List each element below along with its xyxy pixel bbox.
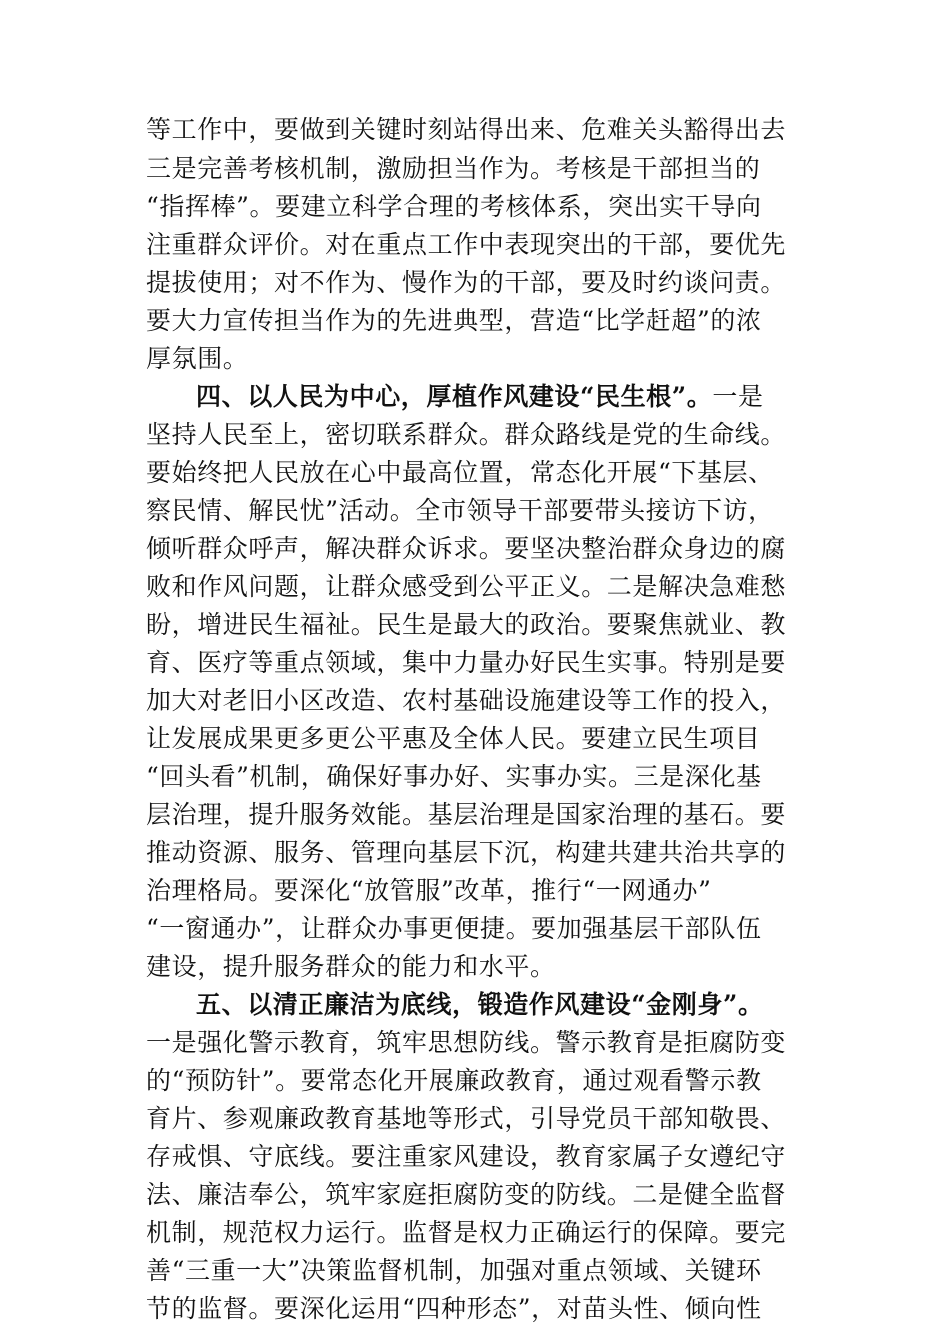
section-5-line: 育片、参观廉政教育基地等形式，引导党员干部知敬畏、: [146, 1104, 787, 1133]
section-4-line: 败和作风问题，让群众感受到公平正义。二是解决急难愁: [146, 572, 787, 601]
section-4-heading-line: [146, 378, 806, 416]
section-5-heading: 五、以清正廉洁为底线，锻造作风建设“金刚身”。: [196, 990, 764, 1019]
section-5-line: 机制，规范权力运行。监督是权力正确运行的保障。要完: [146, 1218, 787, 1247]
section-4-line: 建设，提升服务群众的能力和水平。: [146, 952, 556, 981]
body-line: 注重群众评价。对在重点工作中表现突出的干部，要优先: [146, 230, 787, 259]
section-4-line: 盼，增进民生福祉。民生是最大的政治。要聚焦就业、教: [146, 610, 787, 639]
section-5-line: 存戒惧、守底线。要注重家风建设，教育家属子女遵纪守: [146, 1142, 787, 1171]
body-line: 厚氛围。: [146, 344, 249, 373]
section-4-line: 察民情、解民忧”活动。全市领导干部要带头接访下访，: [146, 496, 774, 525]
section-4-line: 层治理，提升服务效能。基层治理是国家治理的基石。要: [146, 800, 787, 829]
body-line: 三是完善考核机制，激励担当作为。考核是干部担当的: [146, 154, 761, 183]
section-4-heading-tail: 一是: [712, 382, 764, 411]
section-4-line: 坚持人民至上，密切联系群众。群众路线是党的生命线。: [146, 420, 787, 449]
section-4-line: 倾听群众呼声，解决群众诉求。要坚决整治群众身边的腐: [146, 534, 787, 563]
body-line: 等工作中，要做到关键时刻站得出来、危难关头豁得出去: [146, 115, 787, 144]
document-body: [146, 110, 806, 1328]
section-5-line: 节的监督。要深化运用“四种形态”，对苗头性、倾向性: [146, 1294, 762, 1323]
section-4-line: “一窗通办”，让群众办事更便捷。要加强基层干部队伍: [146, 914, 762, 943]
section-4-heading: 四、以人民为中心，厚植作风建设“民生根”。: [196, 382, 713, 411]
section-4-line: 要始终把人民放在心中最高位置，常态化开展“下基层、: [146, 458, 774, 487]
body-line: “指挥棒”。要建立科学合理的考核体系，突出实干导向: [146, 192, 762, 221]
section-5-line: 的“预防针”。要常态化开展廉政教育，通过观看警示教: [146, 1066, 762, 1095]
section-5-line: 善“三重一大”决策监督机制，加强对重点领域、关键环: [146, 1256, 762, 1285]
section-4-line: 育、医疗等重点领域，集中力量办好民生实事。特别是要: [146, 648, 787, 677]
body-line: 要大力宣传担当作为的先进典型，营造“比学赶超”的浓: [146, 306, 762, 335]
section-4-line: “回头看”机制，确保好事办好、实事办实。三是深化基: [146, 762, 762, 791]
body-line: 提拔使用；对不作为、慢作为的干部，要及时约谈问责。: [146, 268, 787, 297]
section-4-line: 治理格局。要深化“放管服”改革，推行“一网通办”: [146, 876, 712, 905]
section-5-line: 一是强化警示教育，筑牢思想防线。警示教育是拒腐防变: [146, 1028, 787, 1057]
section-4-line: 让发展成果更多更公平惠及全体人民。要建立民生项目: [146, 724, 761, 753]
section-5-line: 法、廉洁奉公，筑牢家庭拒腐防变的防线。二是健全监督: [146, 1180, 787, 1209]
section-4-line: 推动资源、服务、管理向基层下沉，构建共建共治共享的: [146, 838, 787, 867]
section-4-line: 加大对老旧小区改造、农村基础设施建设等工作的投入，: [146, 686, 787, 715]
